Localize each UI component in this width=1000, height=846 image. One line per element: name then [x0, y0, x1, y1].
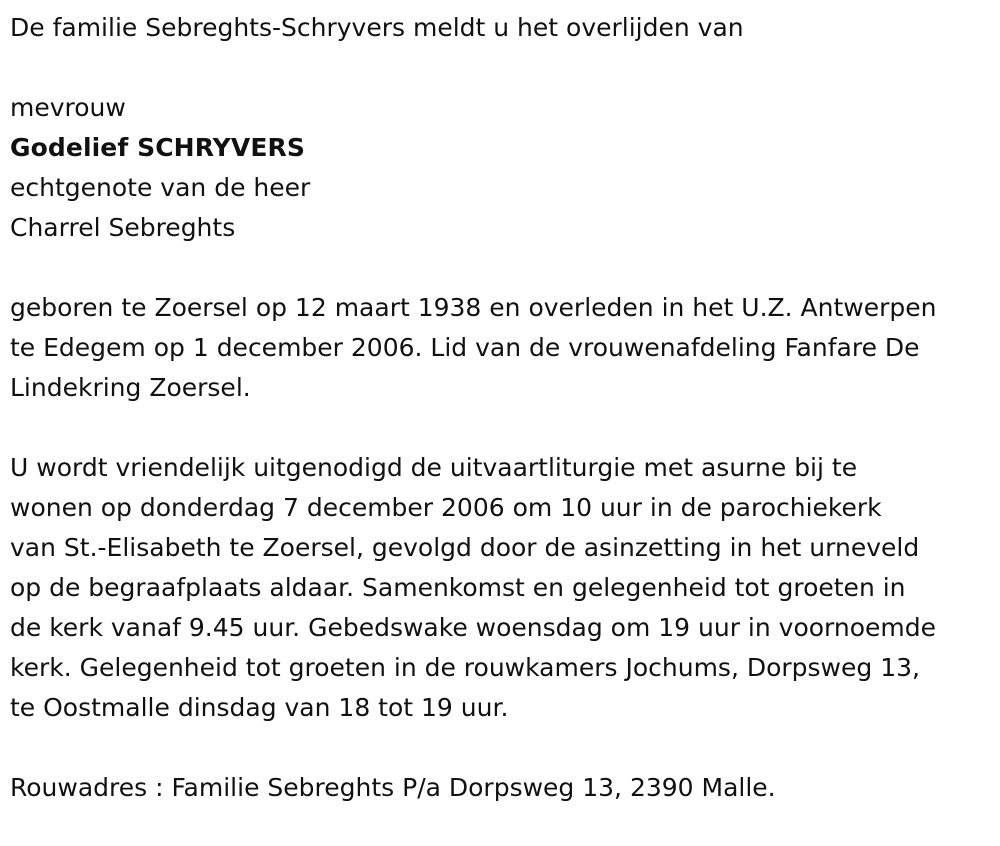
- spacer: [10, 248, 990, 288]
- paragraph-line: de kerk vanaf 9.45 uur. Gebedswake woensdag om 19 uur in voornoemde: [10, 613, 937, 642]
- deceased-name: Godelief SCHRYVERS: [10, 133, 305, 162]
- paragraph-line: U wordt vriendelijk uitgenodigd de uitvaartliturgie met asurne bij te: [10, 453, 858, 482]
- spacer: [10, 408, 990, 448]
- paragraph-line: geboren te Zoersel op 12 maart 1938 en overleden in het U.Z. Antwerpen: [10, 293, 937, 322]
- spacer: [10, 48, 990, 88]
- paragraph-line: kerk. Gelegenheid tot groeten in de rouwkamers Jochums, Dorpsweg 13,: [10, 653, 920, 682]
- spacer: [10, 728, 990, 768]
- relation-text: echtgenote van de heer: [10, 173, 311, 202]
- paragraph-line: wonen op donderdag 7 december 2006 om 10 uur in de parochiekerk: [10, 493, 882, 522]
- paragraph-line: te Edegem op 1 december 2006. Lid van de vrouwenafdeling Fanfare De: [10, 333, 920, 362]
- intro-text: De familie Sebreghts-Schryvers meldt u het overlijden van: [10, 13, 744, 42]
- paragraph-line: Lindekring Zoersel.: [10, 373, 251, 402]
- spouse-name: Charrel Sebreghts: [10, 213, 236, 242]
- birth-death-paragraph: [10, 288, 990, 408]
- paragraph-line: te Oostmalle dinsdag van 18 tot 19 uur.: [10, 693, 509, 722]
- funeral-paragraph: [10, 448, 990, 728]
- honorific: mevrouw: [10, 93, 126, 122]
- paragraph-line: van St.-Elisabeth te Zoersel, gevolgd door de asinzetting in het urneveld: [10, 533, 920, 562]
- mourning-address: Rouwadres : Familie Sebreghts P/a Dorpsweg 13, 2390 Malle.: [10, 773, 776, 802]
- paragraph-line: op de begraafplaats aldaar. Samenkomst en gelegenheid tot groeten in: [10, 573, 906, 602]
